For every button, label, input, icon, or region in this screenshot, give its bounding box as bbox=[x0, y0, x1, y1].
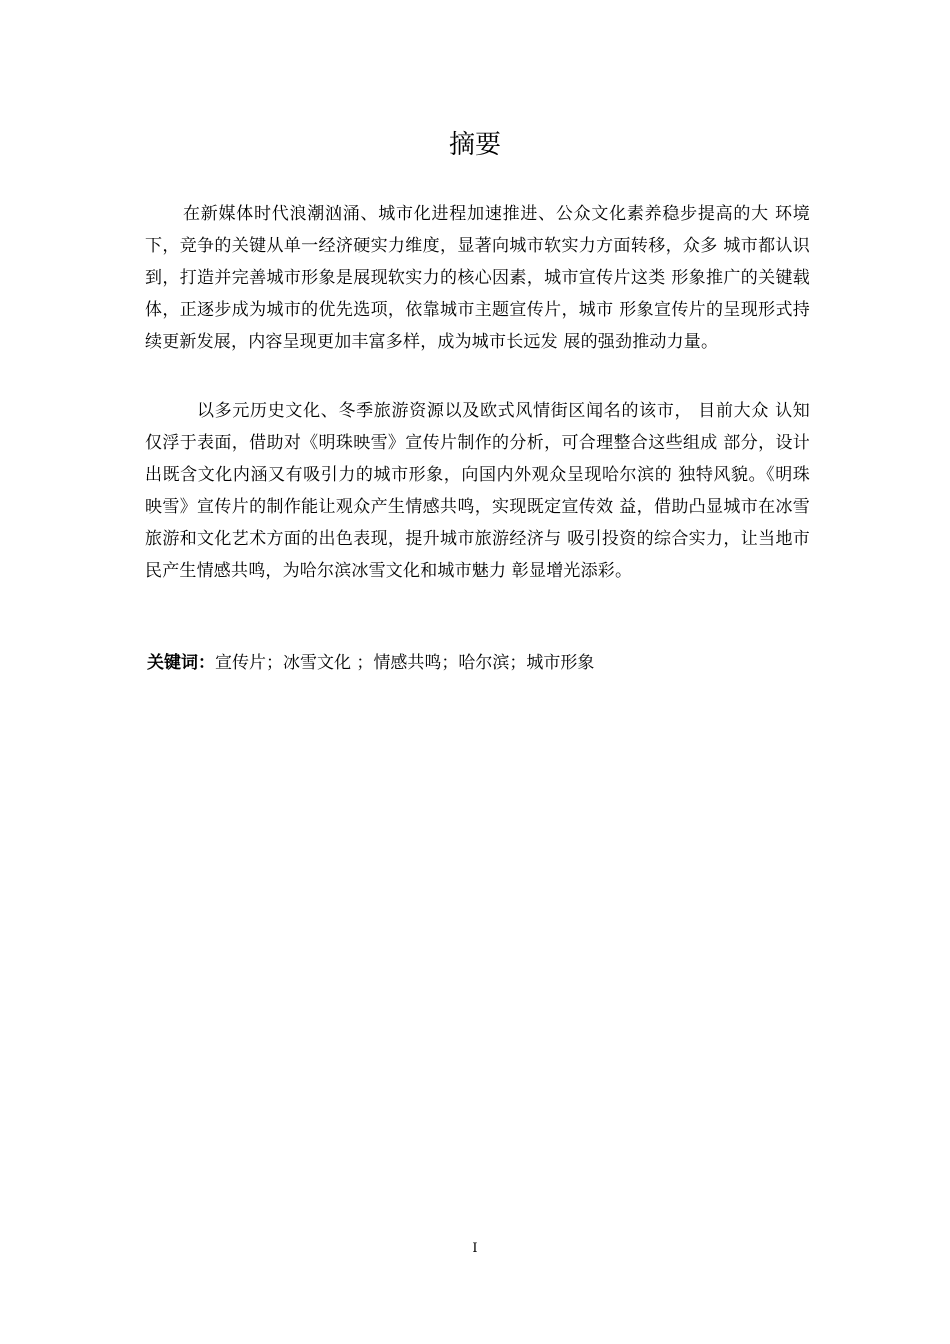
page-number: I bbox=[472, 1241, 478, 1256]
abstract-paragraph-2: 以多元历史文化、冬季旅游资源以及欧式风情街区闻名的该市， 目前大众 认知仅浮于表面，借助对《明珠映雪》宣传片制作的分析，可合理整合这些组成 部分，设计出既含文化内涵又有吸引力的城市形象，向国内外观众呈现哈尔滨的 独特风貌。《明珠映雪》宣传片的制作能让观众产生情感共鸣，实现既定宣传效 益，借助凸显城市在冰雪旅游和文化艺术方面的出色表现，提升城市旅游经济与 吸引投资的综合实力，让当地市民产生情感共鸣，为哈尔滨冰雪文化和城市魅力 彰显增光添彩。 bbox=[145, 401, 810, 581]
keywords-label: 关键词： bbox=[147, 653, 215, 673]
abstract-paragraph-1: 在新媒体时代浪潮汹涌、城市化进程加速推进、公众文化素养稳步提高的大 环境下，竞争的关键从单一经济硬实力维度，显著向城市软实力方面转移，众多 城市都认识到，打造并完善城市形象是展现软实力的核心因素，城市宣传片这类 形象推广的关键载体，正逐步成为城市的优先选项，依靠城市主题宣传片，城市 形象宣传片的呈现形式持续更新发展，内容呈现更加丰富多样，成为城市长远发 展的强劲推动力量。 bbox=[145, 204, 810, 352]
abstract-title: 摘要 bbox=[448, 130, 501, 160]
keywords-text: 宣传片；冰雪文化 ；情感共鸣；哈尔滨；城市形象 bbox=[215, 653, 595, 673]
keywords-line bbox=[147, 648, 812, 678]
